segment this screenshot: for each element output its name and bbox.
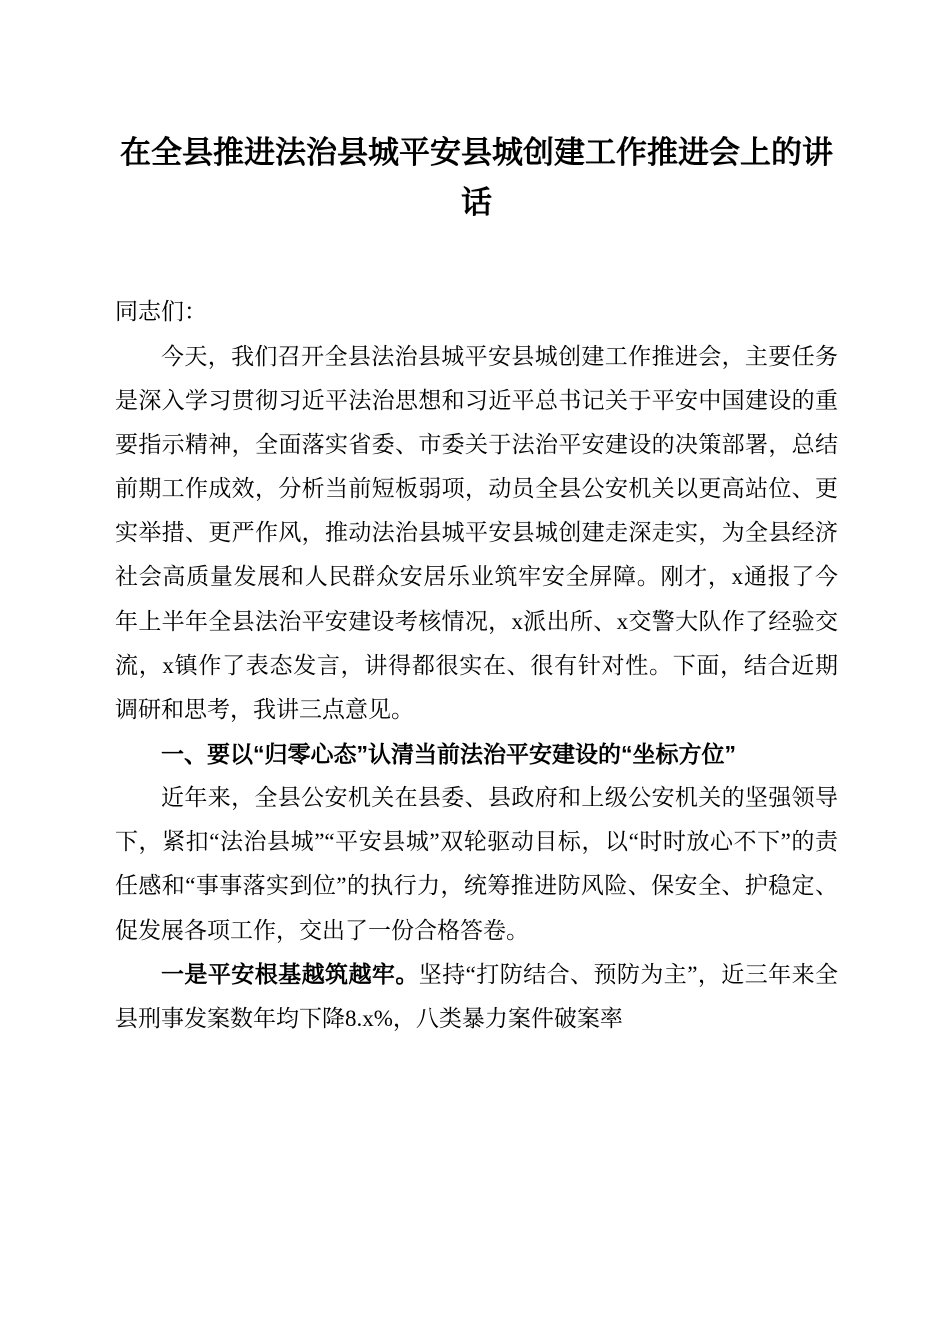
salutation: 同志们： [115,299,207,325]
section-1-heading: 一、要以“归零心态”认清当前法治平安建设的“坐标方位” [161,741,736,767]
intro-paragraph: 今天，我们召开全县法治县城平安县城创建工作推进会，主要任务是深入学习贯彻习近平法治思想和习近平总书记关于平安中国建设的重要指示精神，全面落实省委、市委关于法治平安建设的决策部署，总结前期工作成效，分析当前短板弱项，动员全县公安机关以更高站位、更实举措、更严作风，推动法治县城平安县城创建走深走实，为全县经济社会高质量发展和人民群众安居乐业筑牢安全屏障。刚才，x通报了今年上半年全县法治平安建设考核情况，x派出所、x交警大队作了经验交流，x镇作了表态发言，讲得都很实在、很有针对性。下面，结合近期调研和思考，我讲三点意见。 [115,343,838,722]
point-1-lead: 一是平安根基越筑越牢。 [161,961,419,987]
section-1-point-1 [115,953,838,1041]
document-title: 在全县推进法治县城平安县城创建工作推进会上的讲话 [120,135,833,221]
point-1-text: 坚持“打防结合、预防为主”，近三年来全县刑事发案数年均下降8.x%，八类暴力案件破案率 [115,961,839,1031]
section-1-paragraph: 近年来，全县公安机关在县委、县政府和上级公安机关的坚强领导下，紧扣“法治县城”“平安县城”双轮驱动目标，以“时时放心不下”的责任感和“事事落实到位”的执行力，统筹推进防风险、保安全、护稳定、促发展各项工作，交出了一份合格答卷。 [115,785,838,943]
